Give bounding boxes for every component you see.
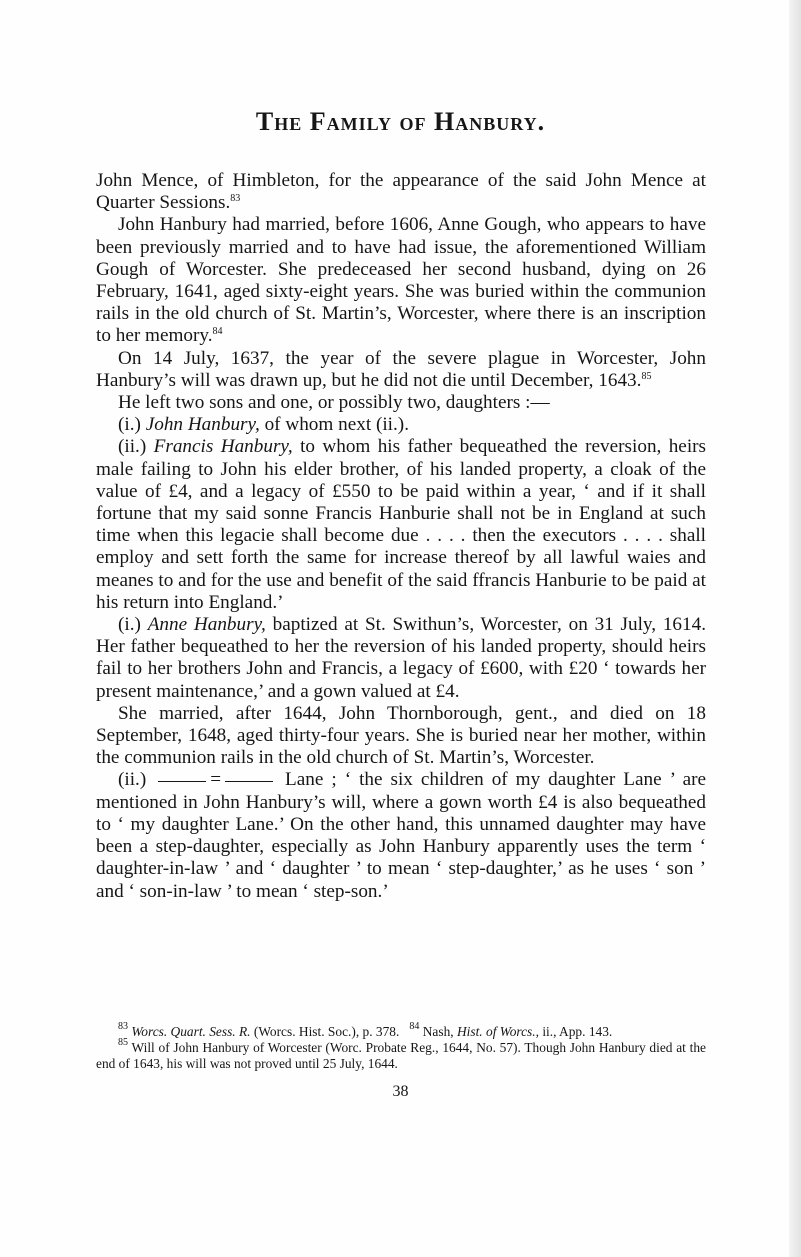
entry-text: Lane ; ‘ the six children of my daughter Lane ’ are mentioned in John Hanbury’s will, where a gown worth £4 is also bequeathed to ‘ my daughter Lane.’ On the other hand, this unnamed daughter may have been a step-daughter, especially as John Hanbury apparently uses the term ‘ daughter-in-law ’ and ‘ daughter ’ to mean ‘ step-daughter,’ as he uses ‘ son ’ and ‘ son-in-law ’ to mean ‘ step-son.’ [96,769,706,902]
footnote-title: Hist. of Worcs., [456,1024,539,1039]
page-number: 38 [392,1083,409,1100]
entry-name: John Hanbury, [145,414,260,436]
entry-text: baptized at St. Swithun’s, Worcester, on 31 July, 1614. Her father bequeathed to her the reversion of his landed property, should heirs fail to her brothers John and Francis, a legacy of £600, with £20 ‘ towards her present maintenance,’ and a gown valued at £4. [96,614,706,702]
equals-sign: = [210,769,222,791]
blank-dash [158,781,206,782]
body-text [96,170,706,903]
entry-name: Francis Hanbury, [153,436,293,458]
paragraph-text: John Mence, of Himbleton, for the appearance of the said John Mence at Quarter Sessions. [96,170,706,214]
entry-number: (ii.) [118,436,147,458]
footnotes [96,1021,707,1072]
entry-number: (i.) [118,414,141,436]
entry-name: Anne Hanbury, [147,614,266,636]
entry-anne [96,614,706,703]
footnote-title: Worcs. Quart. Sess. R. [131,1024,251,1039]
blank-dash [225,781,273,782]
footnote-text: Will of John Hanbury of Worcester (Worc. Probate Reg., 1644, No. 57). Though John Hanbury died at the end of 1643, his will was not proved until 25 July, 1644. [96,1040,707,1071]
paragraph-2 [96,214,706,347]
paragraph-4: He left two sons and one, or possibly two, daughters :— [118,392,550,414]
entry-number: (i.) [118,614,141,636]
footnote-ref: 83 [230,193,241,205]
entry-francis [96,436,706,614]
entry-john [96,414,706,436]
running-head: The Family of Hanbury. [255,107,546,136]
footnote-text: Nash, [422,1024,454,1039]
footnote-text: (Worcs. Hist. Soc.), p. 378. [253,1024,400,1039]
footnote-number: 85 [118,1037,128,1048]
entry-text: to whom his father bequeathed the reversion, heirs male failing to John his elder brother, of his landed property, a cloak of the value of £4, and a legacy of £550 to be paid within a year, ‘ and if it shall fortune that my said sonne Francis Hanburie shall not be in England at such time when this legacie shall become due . . . . then the executors . . . . shall employ and sett forth the same for increase thereof by all lawful waies and meanes to and for the use and benefit of the said ffrancis Hanburie to be paid at his return into England.’ [96,436,707,613]
footnote-line-1 [96,1021,706,1040]
entry-lane [96,769,706,902]
paragraph-3 [96,348,706,392]
paragraph-text: On 14 July, 1637, the year of the severe plague in Worcester, John Hanbury’s will was drawn up, but he did not die until December, 1643. [96,347,706,391]
footnote-ref: 84 [212,326,223,338]
page-edge-shadow [789,0,801,1257]
paragraph-text: John Hanbury had married, before 1606, Anne Gough, who appears to have been previously married and to have had issue, the aforementioned William Gough of Worcester. She predeceased her second husband, dying on 26 February, 1641, aged sixty-eight years. She was buried within the communion rails in the old church of St. Martin’s, Worcester, where there is an inscription to her memory. [96,214,706,347]
footnote-ref: 85 [641,370,652,382]
paragraph-1 [96,170,706,214]
footnote-number: 83 [118,1021,128,1032]
entry-text: of whom next (ii.). [264,414,409,436]
footnote-number: 84 [409,1021,420,1032]
paragraph-8: She married, after 1644, John Thornborough, gent., and died on 18 September, 1648, aged thirty-four years. She is buried near her mother, within the communion rails in the old church of St. Martin’s, Worcester. [96,702,706,769]
entry-number: (ii.) [118,769,147,791]
footnote-text: ii., App. 143. [542,1024,613,1039]
footnote-85 [96,1037,707,1072]
